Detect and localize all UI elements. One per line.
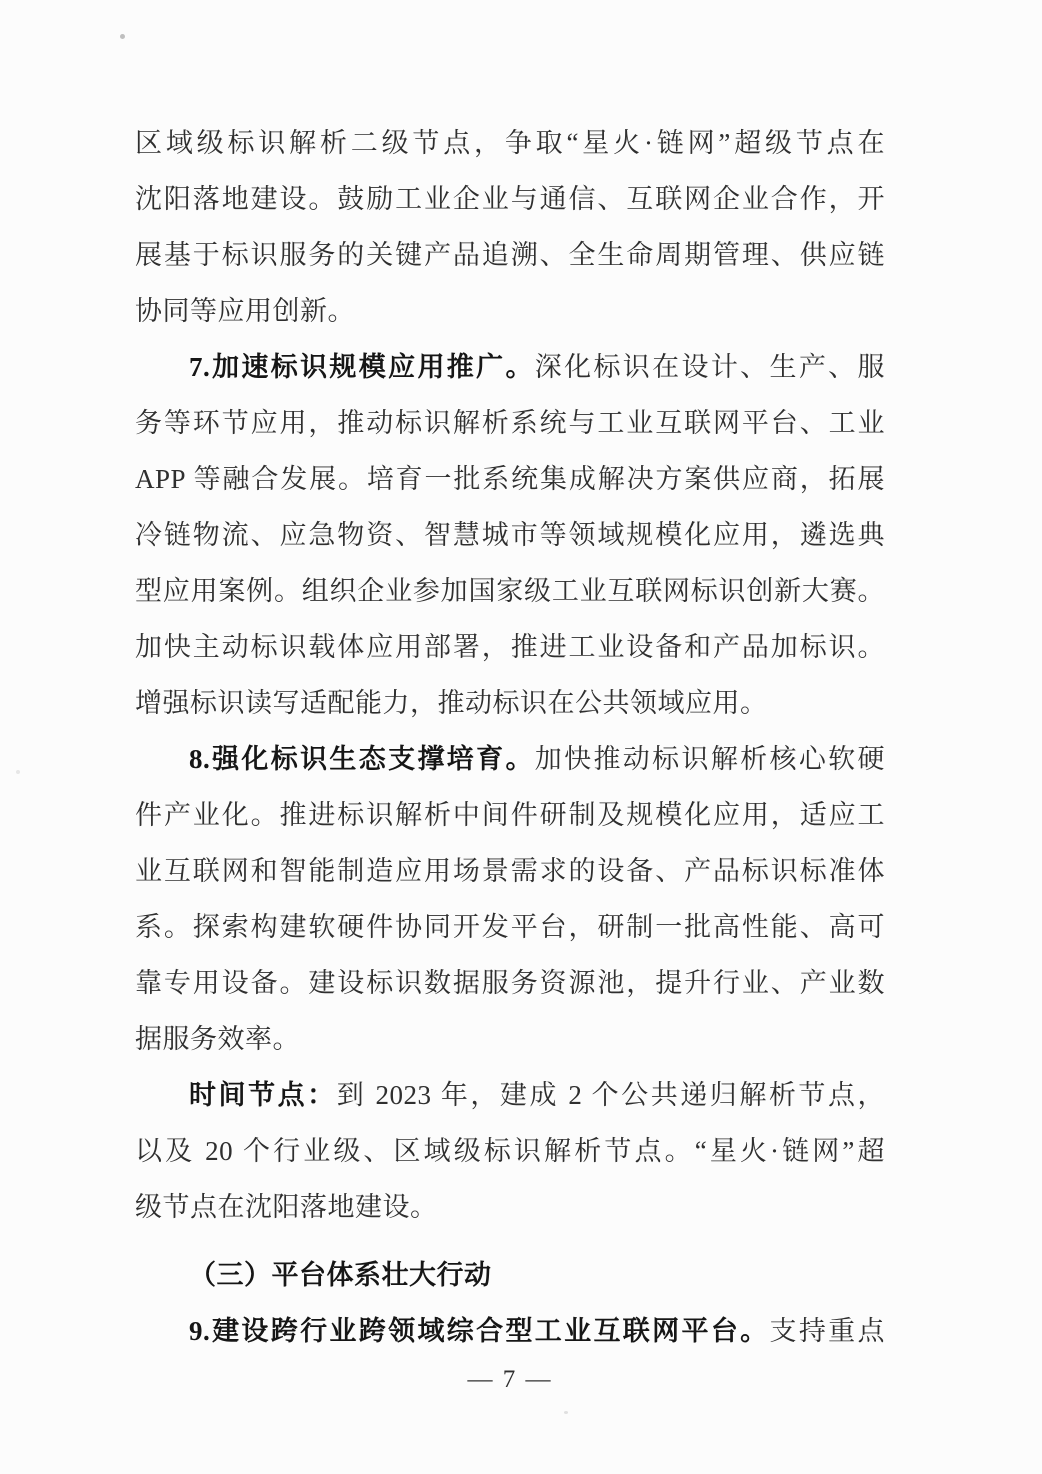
text-line — [135, 843, 885, 899]
text-line — [135, 283, 885, 339]
text-run: 据服务效率。 — [135, 1024, 300, 1054]
text-line — [135, 675, 885, 731]
section-heading — [135, 1247, 885, 1303]
text-run: 展基于标识服务的关键产品追溯、全生命周期管理、供应链 — [135, 240, 885, 270]
text-run: 加快推动标识解析核心软硬 — [534, 744, 885, 774]
text-run: 冷链物流、应急物资、智慧城市等领域规模化应用，遴选典 — [135, 520, 885, 550]
text-run: 协同等应用创新。 — [135, 296, 355, 326]
text-line — [135, 619, 885, 675]
text-run: 加快主动标识载体应用部署，推进工业设备和产品加标识。 — [135, 632, 885, 662]
bold-text-run: 9.建设跨行业跨领域综合型工业互联网平台。 — [189, 1316, 770, 1346]
text-line — [135, 1303, 885, 1359]
text-line — [135, 1067, 885, 1123]
text-line — [135, 899, 885, 955]
text-run: 以及 20 个行业级、区域级标识解析节点。“星火·链网”超 — [135, 1136, 885, 1166]
scan-speck — [16, 770, 20, 774]
text-run: 业互联网和智能制造应用场景需求的设备、产品标识标准体 — [135, 856, 885, 886]
text-line — [135, 507, 885, 563]
document-body — [135, 115, 885, 1359]
text-line — [135, 115, 885, 171]
text-run: 级节点在沈阳落地建设。 — [135, 1192, 438, 1222]
bold-text-run: （三）平台体系壮大行动 — [189, 1260, 492, 1290]
text-line — [135, 787, 885, 843]
text-run: 沈阳落地建设。鼓励工业企业与通信、互联网企业合作，开 — [135, 184, 885, 214]
text-run: 系。探索构建软硬件协同开发平台，研制一批高性能、高可 — [135, 912, 885, 942]
text-run: 深化标识在设计、生产、服 — [534, 352, 885, 382]
text-run: 增强标识读写适配能力，推动标识在公共领域应用。 — [135, 688, 768, 718]
page-number: — 7 — — [467, 1366, 553, 1393]
text-line — [135, 339, 885, 395]
text-line — [135, 1123, 885, 1179]
text-run: 到 2023 年，建成 2 个公共递归解析节点， — [336, 1080, 885, 1110]
bold-text-run: 7.加速标识规模应用推广。 — [189, 352, 535, 382]
text-run: 区域级标识解析二级节点，争取“星火·链网”超级节点在 — [135, 128, 885, 158]
text-line — [135, 563, 885, 619]
scan-speck — [564, 1411, 568, 1414]
text-line — [135, 451, 885, 507]
text-run: 务等环节应用，推动标识解析系统与工业互联网平台、工业 — [135, 408, 885, 438]
text-line — [135, 171, 885, 227]
text-line — [135, 731, 885, 787]
text-run: 支持重点 — [769, 1316, 885, 1346]
text-line — [135, 395, 885, 451]
text-run: 靠专用设备。建设标识数据服务资源池，提升行业、产业数 — [135, 968, 885, 998]
text-line — [135, 1179, 885, 1235]
text-line — [135, 955, 885, 1011]
text-line — [135, 1011, 885, 1067]
text-run: APP 等融合发展。培育一批系统集成解决方案供应商，拓展 — [135, 464, 885, 494]
text-line — [135, 227, 885, 283]
text-run: 型应用案例。组织企业参加国家级工业互联网标识创新大赛。 — [135, 576, 885, 606]
text-run: 件产业化。推进标识解析中间件研制及规模化应用，适应工 — [135, 800, 885, 830]
scan-speck — [120, 34, 125, 39]
bold-text-run: 时间节点： — [189, 1080, 337, 1110]
bold-text-run: 8.强化标识生态支撑培育。 — [189, 744, 535, 774]
